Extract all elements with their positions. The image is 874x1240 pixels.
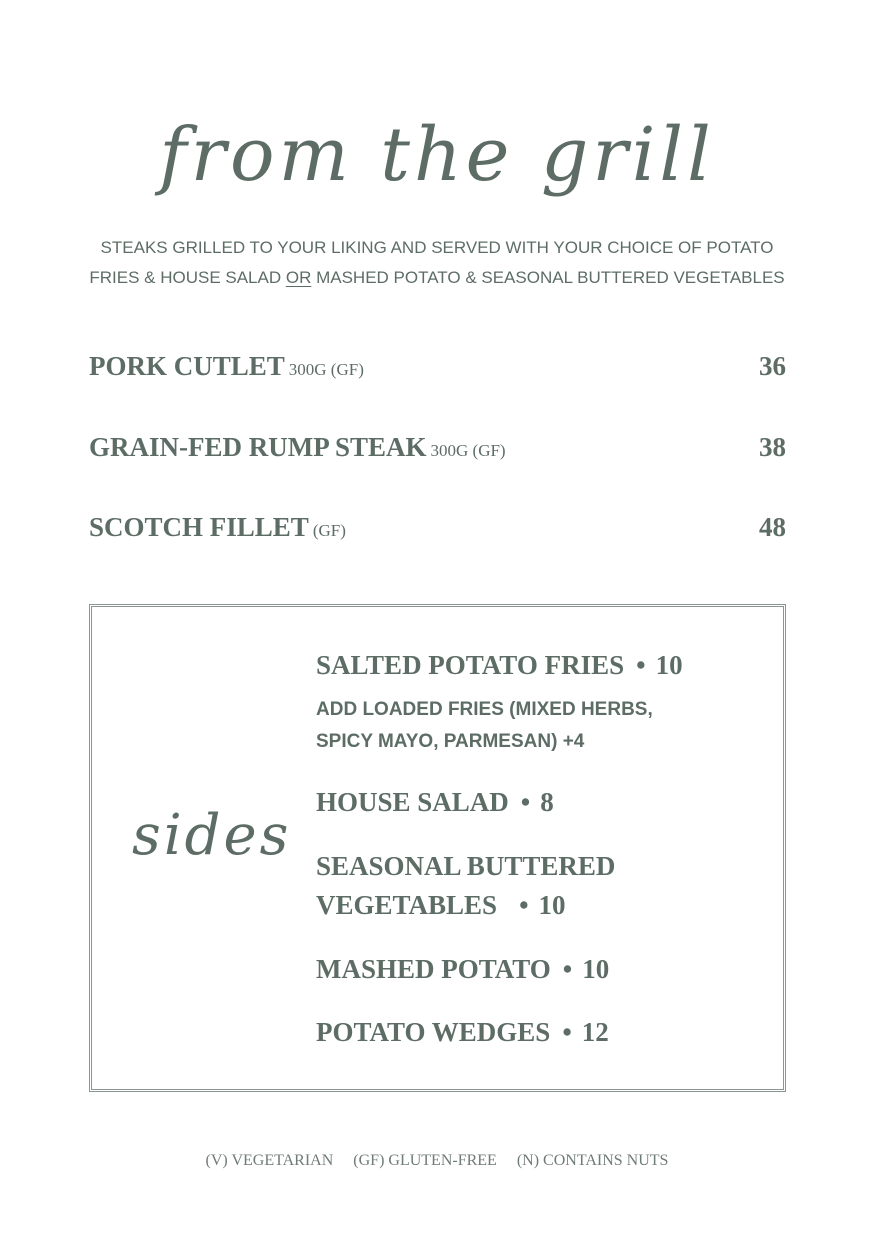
- side-item-name-line-1: SEASONAL BUTTERED: [316, 851, 616, 881]
- legend-vegetarian: (V) VEGETARIAN: [205, 1152, 334, 1169]
- dietary-legend: [0, 1152, 874, 1170]
- side-price: 10: [655, 650, 683, 680]
- intro-text: [60, 233, 814, 293]
- separator-dot: •: [519, 890, 529, 920]
- item-name: SCOTCH FILLET: [89, 512, 309, 542]
- side-item: [316, 950, 609, 989]
- side-name: HOUSE SALAD: [316, 787, 509, 817]
- side-item: [316, 783, 554, 822]
- item-note: 300G (GF): [430, 441, 506, 460]
- item-name: GRAIN-FED RUMP STEAK: [89, 432, 427, 462]
- item-note: (GF): [312, 521, 346, 540]
- side-addon-line-1: ADD LOADED FRIES (MIXED HERBS,: [316, 699, 653, 720]
- intro-line-1: STEAKS GRILLED TO YOUR LIKING AND SERVED WITH YOUR CHOICE OF POTATO: [100, 238, 774, 257]
- legend-gluten-free: (GF) GLUTEN-FREE: [353, 1152, 497, 1169]
- side-price: 10: [582, 954, 610, 984]
- intro-line-2a: FRIES & HOUSE SALAD: [89, 268, 286, 287]
- menu-item: [89, 346, 786, 386]
- separator-dot: •: [562, 954, 573, 984]
- menu-item: [89, 507, 786, 547]
- intro-line-2b: MASHED POTATO & SEASONAL BUTTERED VEGETABLES: [311, 268, 785, 287]
- separator-dot: •: [520, 787, 531, 817]
- item-note: 300G (GF): [288, 360, 364, 379]
- legend-contains-nuts: (N) CONTAINS NUTS: [516, 1152, 669, 1169]
- separator-dot: •: [562, 1017, 572, 1047]
- sides-panel: [89, 604, 786, 1092]
- side-item: [316, 886, 566, 925]
- item-price: 36: [759, 351, 786, 381]
- item-name: PORK CUTLET: [89, 351, 285, 381]
- side-item: [316, 646, 683, 685]
- intro-or: OR: [285, 268, 312, 287]
- side-price: 8: [540, 787, 554, 817]
- side-name: MASHED POTATO: [316, 954, 551, 984]
- side-price: 10: [538, 890, 566, 920]
- side-name: SALTED POTATO FRIES: [316, 650, 625, 680]
- sides-heading: sides: [132, 803, 292, 868]
- side-name: POTATO WEDGES: [316, 1017, 551, 1047]
- separator-dot: •: [636, 650, 646, 680]
- intro-line-2: [60, 263, 814, 293]
- side-price: 12: [581, 1017, 609, 1047]
- item-price: 38: [759, 432, 786, 462]
- side-addon-line-2: SPICY MAYO, PARMESAN) +4: [316, 731, 585, 752]
- side-item: [316, 1013, 609, 1052]
- side-name: VEGETABLES: [316, 890, 498, 920]
- page-title: from the grill: [159, 112, 715, 198]
- menu-item: [89, 427, 786, 467]
- item-price: 48: [759, 512, 786, 542]
